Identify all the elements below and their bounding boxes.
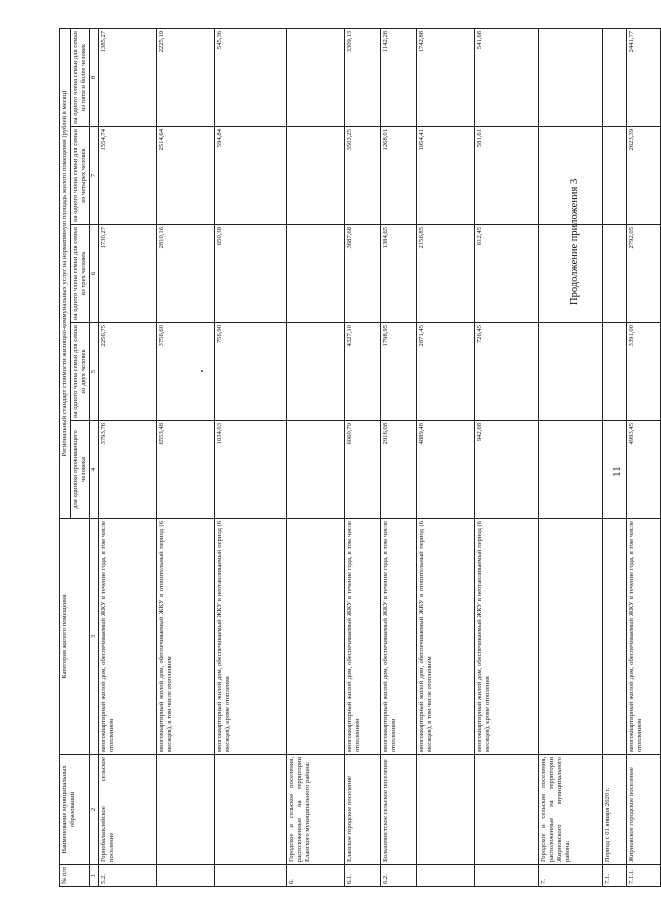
row-category: многоквартирный жилой дом, обеспечиваемый ЖКУ в неотапливаемый период (6 месяцев), кроме отопления (475, 519, 539, 755)
value-cell (603, 323, 627, 421)
table-row (539, 28, 603, 886)
row-no: 7.1.1. (627, 865, 661, 887)
value-cell: 545,36 (215, 28, 287, 126)
value-cell: 6553,48 (157, 421, 215, 519)
value-cell: 756,90 (215, 323, 287, 421)
value-cell (603, 28, 627, 126)
row-category: многоквартирный жилой дом, обеспечиваемый ЖКУ в течение года, в том числе отоплением (627, 519, 661, 755)
col-num: 5 (90, 323, 99, 421)
value-cell: 2871,45 (417, 323, 475, 421)
value-cell: 1385,27 (99, 28, 157, 126)
row-category: многоквартирный жилой дом, обеспечиваемый ЖКУ в отопительный период (6 месяцев), в том числе отоплением (417, 519, 475, 755)
value-cell: 3756,60 (157, 323, 215, 421)
continuation-label: Продолжение приложения 3 (569, 178, 580, 305)
row-no: 7.1. (603, 865, 627, 887)
table-row (381, 28, 417, 886)
standard-cost-table (59, 28, 661, 887)
row-no: 5.2. (99, 865, 157, 887)
header-family-2: на одного члена семьи для семьи из двух человек (71, 323, 90, 421)
value-cell: 541,68 (475, 28, 539, 126)
table-row (475, 28, 539, 886)
value-cell (603, 225, 627, 323)
page-number: 11 (611, 466, 623, 477)
value-cell: 3309,13 (345, 28, 381, 126)
col-num: 8 (90, 28, 99, 126)
value-cell: 3391,00 (627, 323, 661, 421)
row-municipality: Еланское городское поселение (345, 755, 381, 865)
value-cell: 2225,19 (157, 28, 215, 126)
row-category: многоквартирный жилой дом, обеспечиваемый ЖКУ в неотапливаемый период (6 месяцев), кроме отопления (215, 519, 287, 755)
row-municipality (475, 755, 539, 865)
row-category (539, 519, 603, 755)
value-cell (603, 127, 627, 225)
value-cell (287, 225, 345, 323)
table-row (99, 28, 157, 886)
table-row (157, 28, 215, 886)
value-cell: 2514,64 (157, 127, 215, 225)
col-num: 6 (90, 225, 99, 323)
value-cell: 942,68 (475, 421, 539, 519)
value-cell: 2916,08 (381, 421, 417, 519)
value-cell: 4993,45 (627, 421, 661, 519)
table-row (287, 28, 345, 886)
value-cell: 581,61 (475, 127, 539, 225)
value-cell: 4327,10 (345, 323, 381, 421)
value-cell (287, 323, 345, 421)
table-row (627, 28, 661, 886)
header-family-4: на одного члена семьи для семьи из четырех человек (71, 127, 90, 225)
value-cell: 1554,74 (99, 127, 157, 225)
row-category (287, 519, 345, 755)
value-cell (287, 127, 345, 225)
col-num: 4 (90, 421, 99, 519)
header-row (60, 28, 71, 886)
table-row (603, 28, 627, 886)
row-no (417, 865, 475, 887)
header-family-5: на одного члена семьи для семьи из пяти и более человек (71, 28, 90, 126)
col-num: 7 (90, 127, 99, 225)
row-no: 6.1. (345, 865, 381, 887)
row-no: 6. (287, 865, 345, 887)
column-number-row (90, 28, 99, 886)
row-category: многоквартирный жилой дом, обеспечиваемый ЖКУ в отопительный период (6 месяцев), в том числе отоплением (157, 519, 215, 755)
value-cell: 3687,68 (345, 225, 381, 323)
col-num: 2 (90, 755, 99, 865)
row-category: многоквартирный жилой дом, обеспечиваемый ЖКУ в течение года, в том числе отоплением (99, 519, 157, 755)
value-cell: 2156,85 (417, 225, 475, 323)
value-cell: 1730,27 (99, 225, 157, 323)
row-no (475, 865, 539, 887)
value-cell: 1142,28 (381, 28, 417, 126)
value-cell (287, 28, 345, 126)
value-cell: 2623,39 (627, 127, 661, 225)
value-cell: 2810,16 (157, 225, 215, 323)
row-municipality: Городское и сельское поселения, расположенные на территории Еланского муниципального района: (287, 755, 345, 865)
row-municipality (157, 755, 215, 865)
table-row (215, 28, 287, 886)
value-cell (539, 323, 603, 421)
value-cell: 650,38 (215, 225, 287, 323)
value-cell: 594,84 (215, 127, 287, 225)
value-cell: 6060,79 (345, 421, 381, 519)
row-municipality: Горнобалыклейское сельское поселение (99, 755, 157, 865)
value-cell (539, 421, 603, 519)
value-cell: 1742,88 (417, 28, 475, 126)
value-cell: 1268,01 (381, 127, 417, 225)
col-num: 3 (90, 519, 99, 755)
value-cell: 2792,05 (627, 225, 661, 323)
header-family-3: на одного члена семьи для семьи из трех человек (71, 225, 90, 323)
row-category: многоквартирный жилой дом, обеспечиваемый ЖКУ в течение года, в том числе отоплением (345, 519, 381, 755)
row-no (157, 865, 215, 887)
row-municipality: Городское и сельские поселения, расположенные на территории Жирновского муниципального района: (539, 755, 603, 865)
row-municipality: Период с 01 января 2020 г. (603, 755, 627, 865)
header-category: Категория жилого помещения (60, 519, 90, 755)
value-cell: 1384,65 (381, 225, 417, 323)
value-cell (603, 421, 627, 519)
value-cell (539, 225, 603, 323)
row-no: 6.2. (381, 865, 417, 887)
row-no: 7. (539, 865, 603, 887)
header-standard: Региональный стандарт стоимости жилищно-коммунальных услуг на нормативную площадь жилого помещения (рублей в месяц) (60, 28, 71, 518)
table-row (345, 28, 381, 886)
header-no: № п/п (60, 865, 90, 887)
header-municipality: Наименование муниципальных образований (60, 755, 90, 865)
value-cell: 3793,76 (99, 421, 157, 519)
value-cell: 2256,75 (99, 323, 157, 421)
value-cell: 612,45 (475, 225, 539, 323)
row-municipality: Жирновское городское поселение (627, 755, 661, 865)
value-cell: 4889,48 (417, 421, 475, 519)
row-municipality: Большевистское сельское поселение (381, 755, 417, 865)
row-category (603, 519, 627, 755)
value-cell: 3503,25 (345, 127, 381, 225)
table-row (417, 28, 475, 886)
col-num: 1 (90, 865, 99, 887)
row-municipality (417, 755, 475, 865)
value-cell: 726,45 (475, 323, 539, 421)
value-cell (539, 28, 603, 126)
value-cell (287, 421, 345, 519)
value-cell: 1034,03 (215, 421, 287, 519)
value-cell: 2441,77 (627, 28, 661, 126)
value-cell: 1798,95 (381, 323, 417, 421)
value-cell: 1954,41 (417, 127, 475, 225)
row-no (215, 865, 287, 887)
row-municipality (215, 755, 287, 865)
header-single: для одиноко проживающего человека (71, 421, 90, 519)
row-category: многоквартирный жилой дом, обеспечиваемый ЖКУ в течение года, в том числе отоплением (381, 519, 417, 755)
value-cell (539, 127, 603, 225)
